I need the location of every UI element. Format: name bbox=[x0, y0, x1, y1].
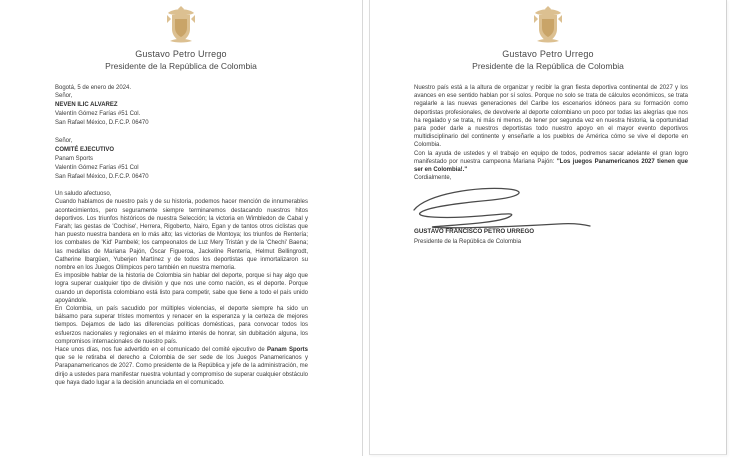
recipient-org: Panam Sports bbox=[55, 156, 94, 163]
greeting-line: Un saludo afectuoso, bbox=[55, 191, 112, 198]
letter-date: Bogotá, 5 de enero de 2024. bbox=[55, 85, 132, 91]
signature-block bbox=[414, 184, 688, 228]
crest-wings bbox=[535, 9, 561, 15]
paragraph-history: Cuando hablamos de nuestro país y de su historia, podemos hacer mención de innumerables acontecimientos, pero seguramente siempre terminaremos destacando nuestros hitos deportivos. Los triunfos históricos de nuestra Selección; la victoria en Wimbledon de Cabal y Farah; las gestas de 'Cochise', Herrera, Rigoberto, Nairo, Egan y de tantos otros ciclistas que han puesto nuestra bandera en lo más alto; las victorias de Montoya; los triunfos de Rentería; los combates de 'Kid' Pambelé; los campeonatos de Luz Mery Tristán y de la 'Chechi' Baena; las medallas de Mariana Pajón, Óscar Figueroa, Jackeline Rentería, Helmut Bellingrodt, Catherine Ibargüen, Yuberjen Martínez y de todos los deportistas que inmortalizaron su nombre en los Juegos Olímpicos pero también en nuestra memoria. bbox=[55, 199, 308, 272]
recipient-committee-block bbox=[55, 137, 308, 182]
crest-wings bbox=[168, 9, 194, 15]
letter-body-page-1 bbox=[55, 84, 308, 387]
colombia-coat-of-arms-icon bbox=[531, 5, 565, 45]
paragraph-text: Hace unos días, nos fue advertido en el comunicado del comité ejecutivo de bbox=[55, 347, 268, 354]
letterhead-name: Gustavo Petro Urrego bbox=[135, 49, 227, 59]
paragraph-text: Con la ayuda de ustedes y el trabajo en equipo de todos, podremos sacar adelante el gran logro manifestado por nuestra campeona Mariana Pajón: bbox=[414, 150, 688, 165]
panam-sports-bold: Panam Sports bbox=[267, 347, 308, 354]
closing-line: Cordialmente, bbox=[414, 175, 452, 182]
crest-flag-right bbox=[191, 15, 195, 23]
address-line: Valentín Gómez Farías #51 Col. bbox=[55, 111, 141, 118]
signer-name: GUSTAVO FRANCISCO PETRO URREGO bbox=[414, 228, 535, 236]
salutation: Señor, bbox=[55, 138, 73, 145]
letterhead-title: Presidente de la República de Colombia bbox=[472, 61, 624, 71]
colombia-coat-of-arms-icon bbox=[164, 5, 198, 45]
signer-title: Presidente de la República de Colombia bbox=[414, 238, 522, 245]
paragraph-panam-announcement bbox=[55, 346, 308, 387]
letterhead-name: Gustavo Petro Urrego bbox=[502, 49, 594, 59]
paragraph-capacity-2027: Nuestro país está a la altura de organizar y recibir la gran fiesta deportiva continental de 2027 y los avances en ese sentido hablan por sí solos. Porque no solo se trata de cálculos económicos, se trata regalarle a las nuevas generaciones del Caribe los escenarios idóneos para su formación como deportistas profesionales, de devolverle al deporte colombiano un poco por todas las alegrías que nos ha regalado y se trata, ni más ni menos, de tener por segunda vez en nuestra historia, la oportunidad para poder darle a nuestros deportistas todo nuestro apoyo en el mayor evento deportivos multidisciplinario del continente y enseñarle a los pueblos de América cómo se vive el deporte en Colombia. bbox=[414, 85, 688, 149]
address-line: San Rafael México, D.F.C.P. 06470 bbox=[55, 120, 149, 127]
letter-page-2 bbox=[369, 0, 727, 455]
letter-page-1 bbox=[0, 0, 363, 456]
paragraph-balsam: En Colombia, un país sacudido por múltiples violencias, el deporte siempre ha sido un bálsamo para superar tristes momentos y renacer en la esperanza y la certeza de mejores tiempos. Dejamos de lado las diferencias políticas domésticas, para convocar todos los esfuerzos nacionales y regionales en el máximo interés de honrar, sin dubitación alguna, los compromisos internacionales de nuestro país. bbox=[55, 306, 308, 345]
recipient-person-block bbox=[55, 92, 308, 128]
crest-flag-left bbox=[167, 15, 171, 23]
address-line: Valentín Gómez Farías #51 Col bbox=[55, 165, 139, 172]
letter-body-page-2 bbox=[414, 84, 688, 246]
paragraph-mariana-pajon-quote bbox=[414, 150, 688, 175]
crest-flag-left bbox=[534, 15, 538, 23]
recipient-name: NEVEN ILIC ALVAREZ bbox=[55, 102, 118, 109]
crest-flag-right bbox=[558, 15, 562, 23]
address-line: San Rafael México, D.F.C.P. 06470 bbox=[55, 174, 149, 181]
quote-bold: "Los juegos Panamericanos 2027 tienen que ser en Colombia!." bbox=[414, 158, 688, 174]
crest-ribbon bbox=[537, 39, 559, 43]
paragraph-sport-unity: Es imposible hablar de la historia de Colombia sin hablar del deporte, porque si hay algo que logra superar cualquier tipo de división y que nos une como nación, es el deporte. Porque cuando un deportista colombiano está listo para competir, sabe que tiene a todo el país unido apoyándole. bbox=[55, 273, 308, 304]
letterhead-title: Presidente de la República de Colombia bbox=[105, 61, 257, 71]
salutation: Señor, bbox=[55, 93, 73, 100]
recipient-name: COMITÉ EJECUTIVO bbox=[55, 147, 115, 154]
paragraph-text: que se le retiraba el derecho a Colombia de ser sede de los Juegos Panamericanos y Parapanamericanos de 2027. Como presidente de la República y jefe de la administración, me dirijo a ustedes para manifestar nuestra voluntad y compromiso de superar cualquier obstáculo que haya dado lugar a la decisión anunciada en el comunicado. bbox=[55, 355, 308, 386]
signature-scribble bbox=[408, 184, 598, 230]
crest-ribbon bbox=[170, 39, 192, 43]
